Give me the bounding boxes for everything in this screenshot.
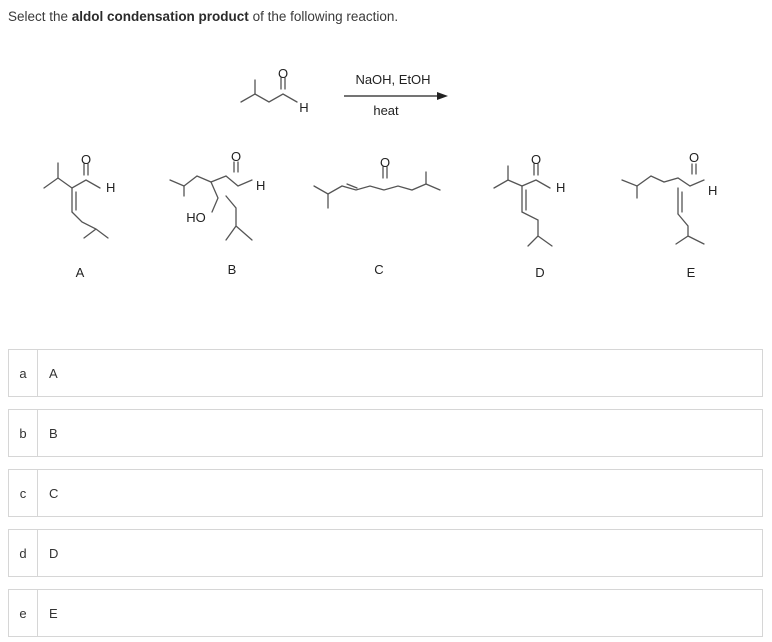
structure-c xyxy=(314,155,440,277)
hydroxyl-label: HO xyxy=(186,210,206,225)
reagents-label: NaOH, EtOH xyxy=(355,72,431,87)
option-letter: e xyxy=(9,590,38,636)
option-letter: d xyxy=(9,530,38,576)
option-text: A xyxy=(49,365,58,381)
atom-oxygen: O xyxy=(530,152,542,167)
atom-hydrogen: H xyxy=(106,180,116,195)
option-text: E xyxy=(49,605,58,621)
atom-hydrogen: H xyxy=(556,180,566,195)
question-prefix: Select the xyxy=(8,9,72,24)
atom-oxygen: O xyxy=(277,66,289,81)
atom-hydrogen: H xyxy=(299,100,309,115)
structure-label: D xyxy=(535,265,545,280)
option-letter: b xyxy=(9,410,38,456)
structure-e xyxy=(622,150,717,280)
answer-option-b[interactable] xyxy=(8,409,763,457)
option-text: D xyxy=(49,545,59,561)
structure-label: E xyxy=(686,265,696,280)
arrow-head xyxy=(437,92,448,100)
atom-hydrogen: H xyxy=(708,183,718,198)
structure-label: C xyxy=(374,262,384,277)
atom-oxygen: O xyxy=(688,150,700,165)
structure-label: A xyxy=(75,265,85,280)
atom-oxygen: O xyxy=(379,155,391,170)
atom-oxygen: O xyxy=(230,149,242,164)
question-emphasis: aldol condensation product xyxy=(71,9,249,24)
atom-hydrogen: H xyxy=(256,178,266,193)
option-text: B xyxy=(49,425,58,441)
answer-option-e[interactable] xyxy=(8,589,763,637)
reaction-arrow-group xyxy=(344,72,448,118)
answer-option-c[interactable] xyxy=(8,469,763,517)
structure-d xyxy=(494,152,565,280)
reaction-scheme xyxy=(0,0,772,300)
conditions-label: heat xyxy=(373,103,399,118)
question-suffix: of the following reaction. xyxy=(248,9,399,24)
option-text: C xyxy=(49,485,59,501)
option-letter: a xyxy=(9,350,38,396)
structure-a xyxy=(44,152,115,280)
option-letter: c xyxy=(9,470,38,516)
answer-option-a[interactable] xyxy=(8,349,763,397)
structure-label: B xyxy=(227,262,237,277)
reactant-structure xyxy=(241,66,309,115)
atom-oxygen: O xyxy=(80,152,92,167)
answer-option-d[interactable] xyxy=(8,529,763,577)
structure-b xyxy=(170,149,265,277)
